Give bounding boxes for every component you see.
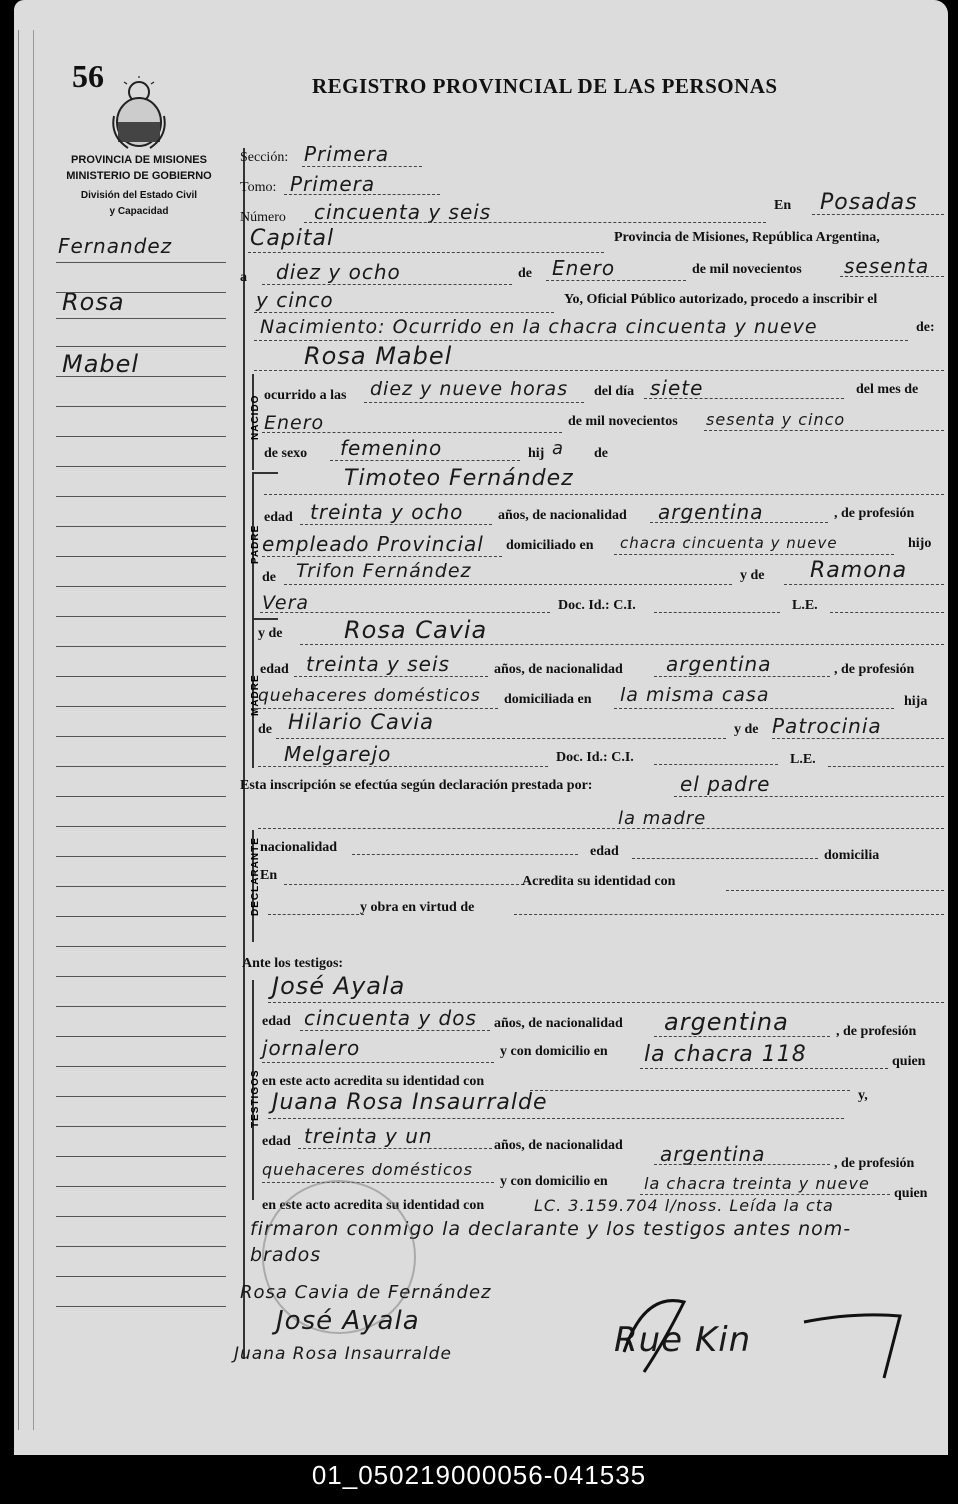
w1-age-label: edad — [262, 1014, 291, 1029]
witness2-document: LC. 3.159.704 l/noss. Leída la cta — [534, 1196, 834, 1215]
maternal-grandmother-1: Patrocinia — [772, 714, 882, 738]
witness1-profession: jornalero — [262, 1036, 361, 1060]
province-label: PROVINCIA DE MISIONES — [71, 154, 207, 166]
w2-nat-label: años, de nacionalidad — [494, 1138, 623, 1153]
w2-acredita-label: en este acto acredita su identidad con — [262, 1198, 485, 1213]
paternal-grandfather: Trifon Fernández — [296, 560, 472, 582]
father-doc-label: Doc. Id.: C.I. — [558, 598, 636, 613]
mother-age: treinta y seis — [306, 652, 450, 676]
testigos-side-label: TESTIGOS — [250, 1069, 261, 1128]
grandmother-p-of-label: y de — [740, 568, 765, 583]
grandfather-m-of-label: de — [258, 722, 272, 737]
witness2-age: treinta y un — [304, 1124, 433, 1148]
father-profession: empleado Provincial — [262, 532, 484, 556]
father-nationality: argentina — [658, 500, 764, 524]
father-name: Timoteo Fernández — [344, 466, 574, 491]
decl-nat-label: nacionalidad — [260, 840, 338, 855]
father-age-label: edad — [264, 510, 293, 525]
mother-dom-label: domiciliada en — [504, 692, 592, 707]
image-id-footer: 01_050219000056-041535 — [311, 1460, 647, 1490]
grandmother-m-of-label: y de — [734, 722, 759, 737]
official-signature-flourish — [604, 1282, 904, 1382]
mother-daughter-label: hija — [904, 694, 928, 709]
mother-yde-label: y de — [258, 626, 283, 641]
birth-statement: Nacimiento: Ocurrido en la chacra cincuenta y nueve — [260, 316, 818, 338]
declarante-side-label: DECLARANTE — [250, 837, 261, 916]
numero-label: Número — [240, 210, 286, 225]
ministry-label: MINISTERIO DE GOBIERNO — [66, 170, 212, 182]
maternal-grandfather: Hilario Cavia — [288, 710, 434, 734]
numero-value: cincuenta y seis — [314, 200, 492, 224]
w1-quien-label: quien — [892, 1054, 926, 1069]
w1-prof-label: , de profesión — [836, 1024, 917, 1039]
w2-age-label: edad — [262, 1134, 291, 1149]
w1-dom-label: y con domicilio en — [500, 1044, 608, 1059]
w2-dom-label: y con domicilio en — [500, 1174, 608, 1189]
father-le-label: L.E. — [792, 598, 818, 613]
sex-value: femenino — [340, 436, 443, 460]
mother-nationality: argentina — [666, 652, 772, 676]
father-nat-label: años, de nacionalidad — [498, 508, 627, 523]
signature-witness1: José Ayala — [276, 1306, 420, 1336]
sex-label: de sexo — [264, 446, 308, 461]
w1-acredita-label: en este acto acredita su identidad con — [262, 1074, 485, 1089]
mother-domicile: la misma casa — [620, 684, 770, 706]
nacido-side-label: NACIDO — [250, 394, 261, 440]
mother-doc-label: Doc. Id.: C.I. — [556, 750, 634, 765]
a-label: a — [240, 270, 247, 285]
de-label: de — [518, 266, 532, 281]
mother-le-label: L.E. — [790, 752, 816, 767]
day-value: diez y ocho — [276, 260, 401, 284]
father-domicile: chacra cincuenta y nueve — [620, 534, 838, 552]
signature-mother: Rosa Cavia de Fernández — [240, 1282, 492, 1303]
of-label: de: — [916, 320, 935, 335]
registry-title: REGISTRO PROVINCIAL DE LAS PERSONAS — [312, 74, 778, 98]
child-name: Rosa Mabel — [304, 342, 453, 370]
mother-name: Rosa Cavia — [344, 616, 488, 644]
page-number: 56 — [72, 58, 104, 94]
margin-surname: Fernandez — [58, 234, 173, 258]
witness2-name: Juana Rosa Insaurralde — [272, 1090, 548, 1115]
witness1-age: cincuenta y dos — [304, 1006, 477, 1030]
decl-domicile-label: domicilia — [824, 848, 880, 863]
father-age: treinta y ocho — [310, 500, 464, 524]
w1-nat-label: años, de nacionalidad — [494, 1016, 623, 1031]
hour-label: ocurrido a las — [264, 388, 347, 403]
grandfather-p-of-label: de — [262, 570, 276, 585]
w2-y-label: y, — [858, 1088, 868, 1103]
province-text: Provincia de Misiones, República Argentina, — [614, 230, 880, 245]
mother-nat-label: años, de nacionalidad — [494, 662, 623, 677]
capacity-label: y Capacidad — [109, 206, 169, 217]
witness1-domicile: la chacra 118 — [644, 1042, 807, 1067]
witness1-name: José Ayala — [272, 972, 406, 1000]
capital-value: Capital — [250, 226, 335, 251]
official-text: Yo, Oficial Público autorizado, procedo a inscribir el — [564, 292, 878, 307]
year2-value: y cinco — [256, 288, 334, 312]
paternal-grandmother-2: Vera — [262, 592, 310, 614]
signature-official: Rue Kin — [614, 1320, 752, 1360]
decl-en-label: En — [260, 868, 278, 883]
birth-day-value: siete — [650, 376, 704, 400]
mother-profession: quehaceres domésticos — [258, 686, 481, 706]
father-dom-label: domiciliado en — [506, 538, 594, 553]
signature-witness2: Juana Rosa Insaurralde — [234, 1344, 452, 1364]
maternal-grandmother-2: Melgarejo — [284, 742, 392, 766]
witness2-nationality: argentina — [660, 1142, 766, 1166]
margin-first-name: Rosa — [62, 288, 125, 316]
declaration-label: Esta inscripción se efectúa según declaración prestada por: — [240, 778, 593, 793]
margin-middle-name: Mabel — [62, 350, 140, 378]
padre-side-label: PADRE — [250, 524, 261, 564]
witness2-profession: quehaceres domésticos — [262, 1160, 473, 1179]
coat-of-arms-icon — [110, 76, 168, 152]
seccion-value: Primera — [304, 142, 390, 166]
witnesses-label: Ante los testigos: — [242, 956, 344, 971]
hour-value: diez y nueve horas — [370, 378, 569, 400]
closing-line-1: firmaron conmigo la declarante y los testigos antes nom- — [250, 1218, 852, 1240]
thousand-label: de mil novecientos — [692, 262, 802, 277]
w2-prof-label: , de profesión — [834, 1156, 915, 1171]
month-label: del mes de — [856, 382, 919, 397]
tomo-value: Primera — [290, 172, 376, 196]
thousand2-label: de mil novecientos — [568, 414, 678, 429]
birth-year-value: sesenta y cinco — [706, 410, 846, 429]
division-label: División del Estado Civil — [80, 190, 198, 201]
birth-month-value: Enero — [264, 412, 325, 434]
decl-acredita-label: Acredita su identidad con — [522, 874, 676, 889]
decl-virtud-label: y obra en virtud de — [360, 900, 475, 915]
w2-quien-label: quien — [894, 1186, 928, 1201]
madre-side-label: MADRE — [250, 674, 261, 716]
child-of-label: hij — [528, 446, 545, 461]
seccion-label: Sección: — [240, 150, 289, 165]
city-value: Posadas — [820, 190, 918, 215]
closing-line-2: brados — [250, 1244, 322, 1266]
of2-label: de — [594, 446, 608, 461]
paternal-grandmother-1: Ramona — [810, 558, 908, 583]
father-son-label: hijo — [908, 536, 932, 551]
father-prof-label: , de profesión — [834, 506, 915, 521]
en-label: En — [774, 198, 792, 213]
witness1-nationality: argentina — [664, 1008, 789, 1036]
decl-age-label: edad — [590, 844, 619, 859]
tomo-label: Tomo: — [240, 180, 277, 195]
day-label: del día — [594, 384, 635, 399]
child-of-suffix: a — [552, 438, 565, 459]
year-value: sesenta — [844, 254, 930, 278]
registry-page — [14, 0, 948, 1455]
mother-prof-label: , de profesión — [834, 662, 915, 677]
month-value: Enero — [552, 256, 616, 280]
mother-age-label: edad — [260, 662, 289, 677]
declarant-1: el padre — [680, 772, 771, 796]
witness2-domicile: la chacra treinta y nueve — [644, 1174, 870, 1193]
declarant-2: la madre — [618, 808, 707, 829]
